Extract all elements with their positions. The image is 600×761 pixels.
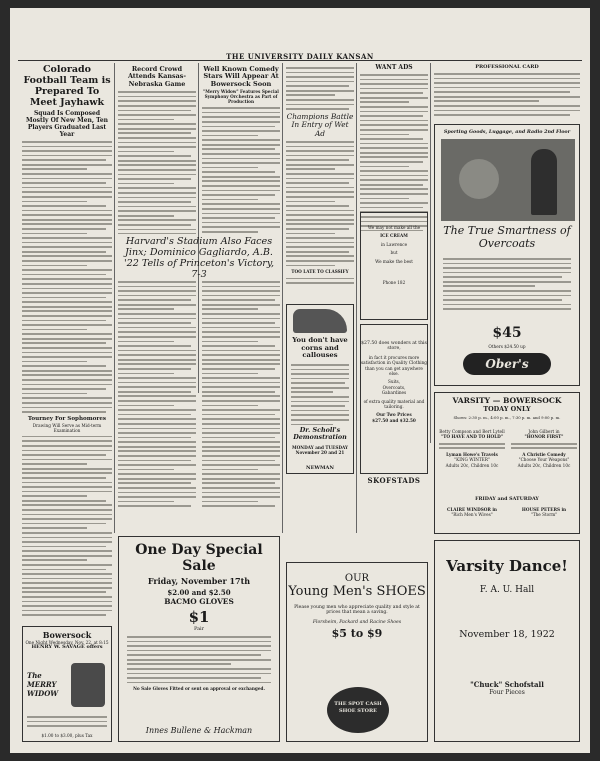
dance-date: November 18, 1922 (459, 629, 555, 640)
nebraska-article-text (118, 91, 196, 234)
comedy-deck: "Merry Widow" Features Special Symphony Orchestra as Part of Production (203, 89, 279, 105)
bowersock-title: Bowersock (42, 630, 92, 640)
weekend-right-star: HOUSE PETERS in (521, 507, 567, 512)
dance-band-sub: Four Pieces (489, 689, 525, 696)
scholl-headline: You don't have corns and callouses (292, 336, 348, 360)
suits-line-3: Overcoats, (382, 384, 406, 390)
harvard-story (118, 236, 280, 536)
overcoat-headline: The True Smartness of Overcoats (443, 224, 571, 250)
glove-sale-ad (118, 536, 280, 742)
left-act-text (439, 443, 505, 449)
shoes-our: OUR (344, 573, 370, 584)
ober-logo: Ober's (463, 353, 551, 375)
tourney-deck: Drawing Will Serve as Mid-term Examination (32, 422, 102, 433)
too-late-text (286, 278, 354, 284)
suits-line-6: Our Two Prices (376, 412, 412, 418)
suits-price-line: $27.50 does wonders at this store, (361, 341, 427, 352)
left-act-cast: Betty Compson and Bert Lytell (439, 429, 505, 434)
skofstads-store: SKOFSTADS (367, 476, 421, 485)
comedy-article-text (202, 107, 280, 232)
shoes-price: $5 to $9 (331, 627, 383, 641)
varsity-right-act (511, 429, 577, 468)
ice-cream-line-5: We make the best (375, 258, 413, 264)
weekend-heading: FRIDAY and SATURDAY (475, 496, 539, 502)
sale-price: $1 (188, 608, 210, 626)
ice-cream-phone: Phone 182 (382, 280, 406, 286)
column-rule (114, 63, 115, 533)
shoes-brands: Florsheim, Packard and Racine Shoes (312, 619, 402, 625)
sale-text (127, 636, 271, 683)
weekend-left (439, 507, 505, 518)
shoes-ad (286, 562, 428, 742)
tourney-headline: Tourney For Sophomores (27, 415, 107, 422)
bowersock-prices: $1.00 to $3.00, plus Tax (41, 732, 93, 738)
bowersock-merry-widow-ad (22, 626, 112, 742)
store-illustration (441, 139, 575, 221)
overcoat-price-caption: Others $24.50 up (488, 344, 526, 349)
shoes-title: Young Men's SHOES (288, 584, 426, 599)
harvard-headline: Harvard's Stadium Also Faces Jinx; Dominico Gagliardo, A.B. '22 Tells of Princeton's Victory, 7-3 (123, 236, 275, 280)
colorado-deck: Squad Is Composed Mostly Of New Men, Ten Players Graduated Last Year (25, 110, 109, 138)
right-extra-sub: "Choose Your Weapons" (518, 457, 570, 463)
weekend-right (511, 507, 577, 518)
scholl-store: NEWMAN (306, 465, 334, 471)
right-act-title: "HONOR FIRST" (524, 434, 564, 440)
col4-continued-text (286, 67, 354, 110)
right-act-text (511, 443, 577, 449)
suits-line-7: $27.50 and $32.50 (372, 417, 416, 423)
sale-original-price: $2.00 and $2.50 (167, 588, 231, 597)
colorado-article-text (22, 141, 112, 413)
sale-store-signature: Innes Bullene & Hackman (145, 726, 253, 735)
scholl-text (291, 364, 349, 428)
bowersock-subtitle: One Night Wednesday, Nov. 22, at 8:15 (25, 640, 109, 645)
harvard-text-right (202, 281, 280, 510)
dance-title: Varsity Dance! (446, 557, 568, 575)
varsity-subtitle: TODAY ONLY (483, 405, 531, 413)
ice-cream-line-1: We may not make all the (367, 225, 421, 230)
column-2 (118, 64, 196, 234)
scholl-title: Dr. Scholl's Demonstration (293, 426, 347, 442)
professional-card-title: PROFESSIONAL CARD (475, 64, 539, 70)
champions-article-text (286, 141, 354, 266)
left-act-title: "TO HAVE AND TO HOLD" (441, 434, 503, 440)
sale-date: Friday, November 17th (147, 576, 251, 586)
left-admission: Adults 20c, Children 10c (445, 462, 499, 468)
column-3 (202, 64, 280, 234)
comedy-headline: Well Known Comedy Stars Will Appear At Bowersock Soon (203, 65, 279, 88)
suits-line-5: of extra quality material and tailoring. (363, 398, 425, 410)
want-ads-column (360, 64, 428, 234)
column-rule (282, 63, 283, 533)
sale-pair: Pair (193, 626, 205, 632)
window-decoration (459, 159, 499, 199)
merry-widow-illustration (71, 663, 105, 707)
merry-widow-title: The MERRY WIDOW (27, 671, 59, 698)
varsity-bowersock-ad (434, 392, 580, 534)
column-1 (22, 64, 112, 624)
professional-card-text (434, 73, 580, 116)
professional-cards (434, 64, 580, 124)
shoes-tagline: Please young men who appreciate quality and style at prices that mean a saving. (294, 605, 420, 616)
newspaper-page (10, 8, 590, 753)
too-late-heading: TOO LATE TO CLASSIFY (291, 269, 349, 275)
masthead: THE UNIVERSITY DAILY KANSAN (226, 52, 374, 61)
sale-footer: No Sale Gloves Fitted or sent on approval or exchanged. (133, 686, 265, 692)
nebraska-headline: Record Crowd Attends Kansas-Nebraska Game (127, 65, 187, 88)
dance-band: "Chuck" Schofstall (470, 680, 544, 689)
spot-cash-badge: THE SPOT CASH SHOE STORE (327, 687, 389, 733)
ice-cream-line-3: in Lawrence (380, 241, 408, 247)
dance-place: F. A. U. Hall (479, 585, 535, 595)
overcoat-price: $45 (492, 325, 522, 341)
left-extra-title: Lyman Howe's Travels (446, 451, 498, 457)
right-act-cast: John Gilbert in (528, 429, 560, 434)
overcoat-figure (531, 149, 557, 215)
column-rule (430, 63, 431, 443)
varsity-title: VARSITY — BOWERSOCK (452, 396, 562, 405)
varsity-shows: Shows: 2:30 p. m., 4:00 p. m., 7:30 p. m. and 9:00 p. m. (453, 415, 561, 420)
tourney-article-text (22, 436, 112, 616)
champions-headline: Champions Battle In Entry of Wet Ad (286, 111, 354, 138)
scholl-ad (286, 304, 354, 474)
colorado-headline: Colorado Football Team is Prepared To Meet Jayhawk (23, 64, 111, 108)
want-ads-text (360, 74, 428, 234)
weekend-left-title: "Rich Men's Wives" (451, 512, 493, 518)
left-extra-sub: "KING WINTER" (454, 457, 490, 463)
sale-item: BACMO GLOVES (164, 597, 234, 606)
weekend-right-title: "The Storm" (530, 512, 558, 518)
scholl-dates: MONDAY and TUESDAY November 20 and 21 (291, 445, 349, 456)
bowersock-text (27, 716, 107, 730)
overcoat-ad (434, 124, 580, 386)
want-ads-title: WANT ADS (375, 64, 413, 71)
bowersock-show: HENRY W. SAVAGE offers (31, 644, 103, 651)
foot-illustration (293, 309, 347, 333)
ice-cream-ad (360, 212, 428, 320)
suits-ad (360, 324, 428, 474)
masthead-rule (18, 60, 582, 61)
ice-cream-line-4: but (390, 250, 398, 256)
suits-line-2: Suits, (387, 379, 401, 385)
right-extra-title: A Christie Comedy (522, 451, 566, 457)
suits-line-4: Gabardines (381, 390, 407, 396)
ice-cream-line-2: ICE CREAM (380, 233, 408, 239)
overcoat-text (443, 258, 571, 313)
right-admission: Adults 20c, Children 10c (517, 462, 571, 468)
harvard-text-left (118, 281, 196, 510)
sporting-goods-caption: Sporting Goods, Luggage, and Radio 2nd Floor (443, 129, 571, 135)
suits-line-1: in fact it procures more satisfaction in Quality Clothing than you can get anywhere else. (361, 354, 427, 377)
weekend-left-star: CLAIRE WINDSOR in (447, 507, 497, 512)
varsity-left-act (439, 429, 505, 468)
varsity-dance-ad (434, 540, 580, 742)
column-4 (286, 64, 354, 304)
sale-title: One Day Special Sale (135, 542, 263, 574)
column-rule (356, 63, 357, 533)
